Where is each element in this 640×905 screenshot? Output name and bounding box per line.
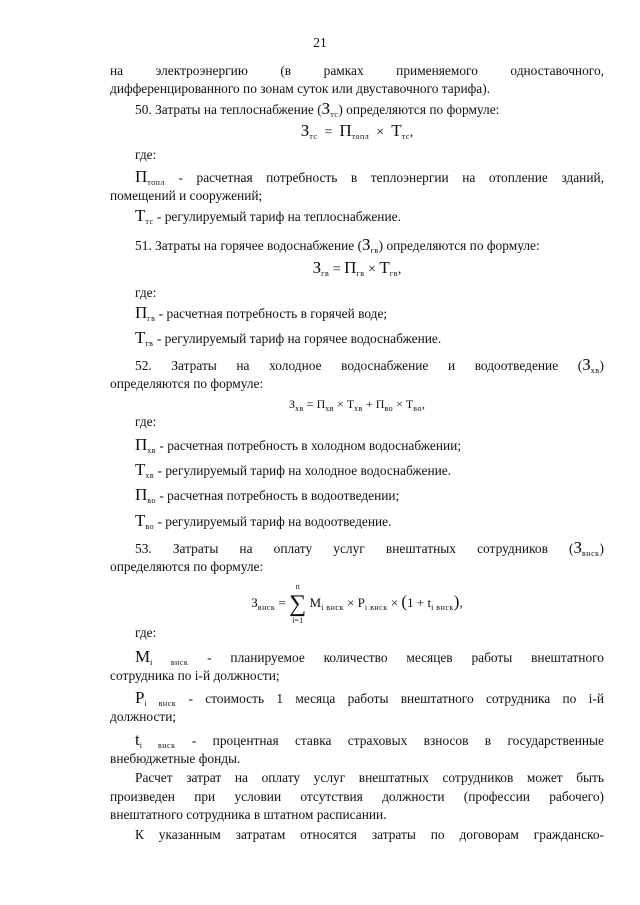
definition-line: $П_{топл}$ - расчетная потребность в теплоэнергии на отопление зданий, xyxy=(135,167,604,187)
paragraph-53-heading: 53. Затраты на оплату услуг внештатных сотрудников $(З_{внск})$ xyxy=(135,538,604,558)
where-label: где: xyxy=(135,285,157,300)
formula-hot-water: $З_{гв} = П_{гв} \times Т_{гв}$, xyxy=(312,258,402,278)
definition-line: $P_{i внск}$ - стоимость 1 месяца работы внештатного сотрудника по i-й xyxy=(135,688,604,708)
definition-line: $Т_{тс}$ - регулируемый тариф на теплоснабжение. xyxy=(135,206,401,226)
definition-line: $Т_{хв}$ - регулируемый тариф на холодное водоснабжение. xyxy=(135,460,452,480)
paragraph-52-heading: 52. Затраты на холодное водоснабжение и водоотведение $(З_{хв})$ xyxy=(135,355,604,375)
text-line: определяются по формуле: xyxy=(110,376,264,391)
sum-operator: n ∑ i=1 xyxy=(289,582,307,626)
definition-line: $t_{i внск}$ - процентная ставка страховых взносов в государственные xyxy=(135,730,604,750)
where-label: где: xyxy=(135,147,157,162)
text-line: дифференцированного по зонам суток или двуставочного тарифа). xyxy=(110,81,491,96)
paragraph-51-heading: 51. Затраты на горячее водоснабжение $(З_{гв})$ определяются по формуле: xyxy=(135,235,540,255)
formula-outsourced-staff: $З_{внск} = n$ ∑ i=1 $M_{i внск} \times P_{i внск} \times (1 + t_{i внск})$, xyxy=(251,582,463,626)
definition-line: $M_{i внск}$ - планируемое количество месяцев работы внештатного xyxy=(135,647,605,667)
text-line: Расчет затрат на оплату услуг внештатных сотрудников может быть xyxy=(135,770,604,785)
formula-heat: $З_{тс} = П_{топл} \times Т_{тс}$, xyxy=(300,121,414,141)
definition-line: $Т_{во}$ - регулируемый тариф на водоотведение. xyxy=(135,511,392,531)
text-line: на электроэнергию (в рамках применяемого одноставочного, xyxy=(110,63,604,78)
text-line: определяются по формуле: xyxy=(110,559,264,574)
text-line: внештатного сотрудника в штатном расписании. xyxy=(110,807,387,822)
where-label: где: xyxy=(135,625,157,640)
definition-line: $П_{гв}$ - расчетная потребность в горячей воде; xyxy=(135,303,388,323)
definition-continuation: должности; xyxy=(110,709,177,724)
definition-continuation: сотрудника по i-й должности; xyxy=(110,668,280,683)
definition-line: $П_{хв}$ - расчетная потребность в холодном водоснабжении; xyxy=(135,435,462,455)
definition-line: $П_{во}$ - расчетная потребность в водоотведении; xyxy=(135,485,400,505)
formula-cold-water: $З_{хв} = П_{хв} \times Т_{хв} + П_{во} \times Т_{во}$, xyxy=(289,397,425,413)
definition-continuation: помещений и сооружений; xyxy=(110,188,263,203)
text-line: К указанным затратам относятся затраты по договорам гражданско- xyxy=(135,827,604,842)
page-number: 21 xyxy=(313,35,327,50)
paragraph-50-heading: 50. Затраты на теплоснабжение $(З_{тс})$ определяются по формуле: xyxy=(135,99,500,119)
definition-continuation: внебюджетные фонды. xyxy=(110,751,241,766)
definition-line: $Т_{гв}$ - регулируемый тариф на горячее водоснабжение. xyxy=(135,328,442,348)
where-label: где: xyxy=(135,414,157,429)
text-line: произведен при условии отсутствия должности (профессии рабочего) xyxy=(110,789,604,804)
